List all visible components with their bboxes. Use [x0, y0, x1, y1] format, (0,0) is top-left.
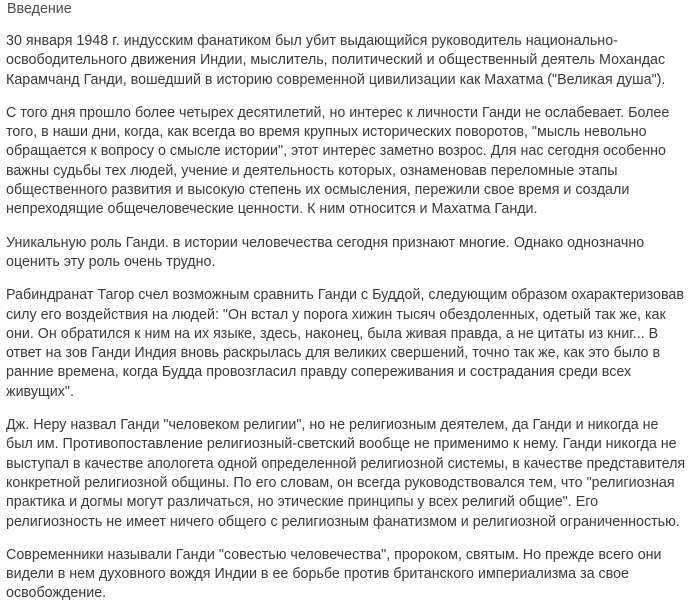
paragraph-1: 30 января 1948 г. индусским фанатиком был убит выдающийся руководитель национально-освободительного движения Индии, мыслитель, политический и общественный деятель Мохандас Карамчанд Ганди, вошедший в историю современной цивилизации как Махатма ("Великая душа"). [6, 33, 666, 88]
paragraph-3: Уникальную роль Ганди. в истории человечества сегодня признают многие. Однако однозначно оценить эту роль очень трудно. [6, 234, 645, 270]
paragraph-2: С того дня прошло более четырех десятилетий, но интерес к личности Ганди не ослабевает. Более того, в наши дни, когда, как всегда во время крупных исторических поворотов, "мысль невольно обращается к вопросу о смысле истории", этот интерес заметно возрос. Для нас сегодня особенно важны судьбы тех людей, учение и деятельность которых, ознаменовав переломные этапы общественного развития и высокую степень их осмысления, пережили свое время и создали непреходящие общечеловеческие ценности. К ним относится и Махатма Ганди. [6, 104, 670, 218]
paragraph-5: Дж. Неру назвал Ганди "человеком религии", но не религиозным деятелем, да Ганди и никогда не был им. Противопоставление религиозный-светский вообще не применимо к нему. Ганди никогда не выступал в качестве апологета одной определенной религиозной системы, в качестве представителя конкретной религиозной общины. По его словам, он всегда руководствовался тем, что "религиозная практика и догмы могут различаться, но этические принципы у всех религий общие". Его религиозность не имеет ничего общего с религиозным фанатизмом и религиозной ограниченностью. [6, 417, 686, 530]
section-heading: Введение [7, 1, 72, 17]
paragraph-6: Современники называли Ганди "совестью человечества", пророком, святым. Но прежде всего они видели в нем духовного вождя Индии в ее борьбе против британского империализма за свое освобождение. [6, 546, 662, 602]
paragraph-4: Рабиндранат Тагор счел возможным сравнить Ганди с Буддой, следующим образом охарактеризовав силу его воздействия на людей: "Он встал у порога хижин тысяч обездоленных, одетый так же, как они. Он обратился к ним на их языке, здесь, наконец, была живая правда, а не цитаты из книг... В ответ на зов Ганди Индия вновь раскрылась для великих свершений, точно так же, как это было в ранние времена, когда Будда провозгласил правду сопереживания и сострадания среди всех живущих". [6, 287, 684, 400]
